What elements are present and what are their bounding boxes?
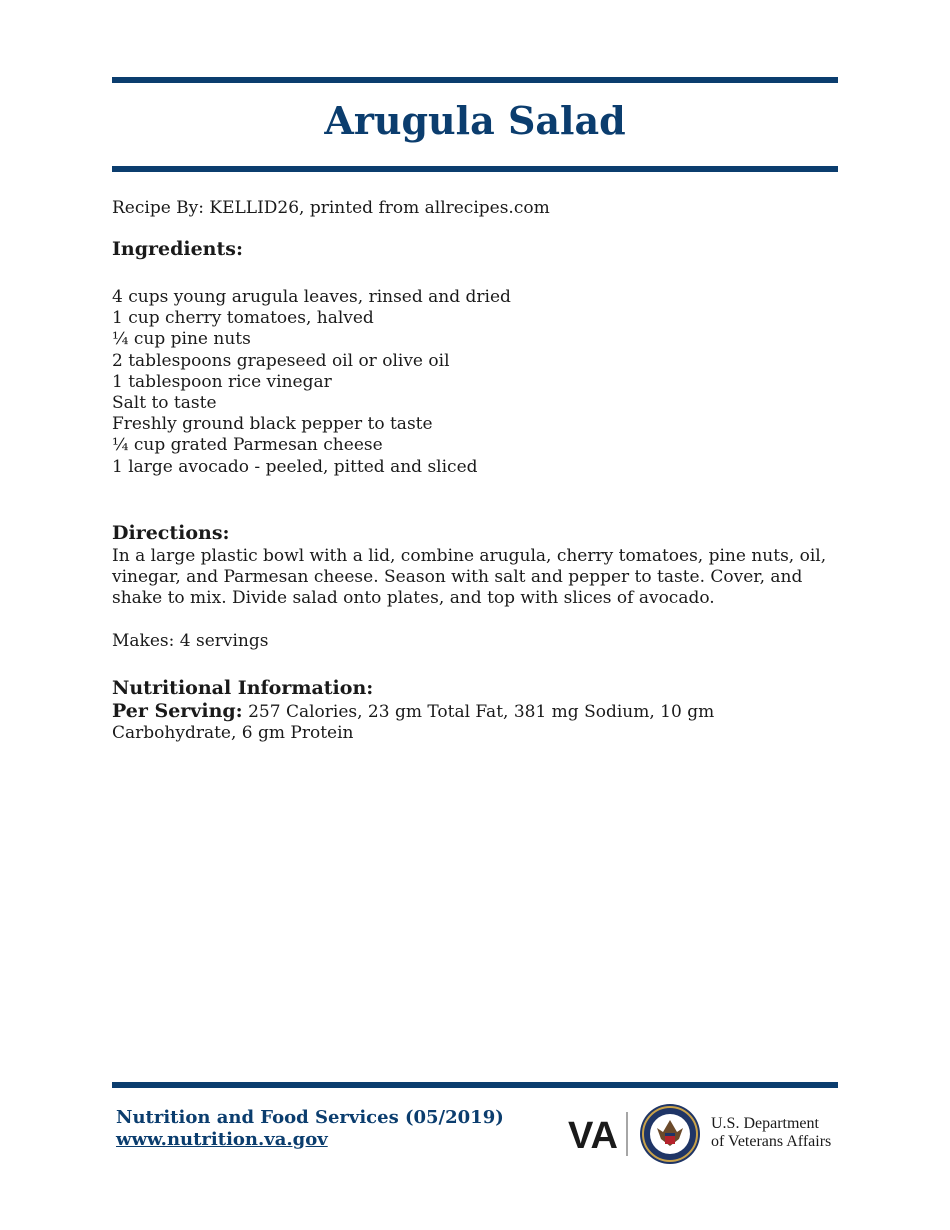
footer-organization: Nutrition and Food Services (05/2019): [116, 1107, 504, 1128]
ingredient-item: 1 tablespoon rice vinegar: [112, 371, 332, 392]
recipe-source: Recipe By: KELLID26, printed from allrecipes.com: [112, 198, 550, 218]
nutrition-heading: Nutritional Information:: [112, 677, 374, 699]
ingredient-item: 1 large avocado - peeled, pitted and sliced: [112, 456, 478, 477]
ingredient-item: 2 tablespoons grapeseed oil or olive oil: [112, 350, 450, 371]
va-logo-text: VA: [568, 1115, 618, 1157]
footer-website-link[interactable]: www.nutrition.va.gov: [116, 1129, 328, 1150]
ingredients-list: [112, 287, 838, 478]
servings-text: Makes: 4 servings: [112, 631, 269, 651]
department-name-line2: of Veterans Affairs: [711, 1133, 832, 1150]
ingredient-item: 4 cups young arugula leaves, rinsed and dried: [112, 287, 511, 307]
nutrition-values: 257 Calories, 23 gm Total Fat, 381 mg Sodium, 10 gm Carbohydrate, 6 gm Protein: [112, 702, 715, 744]
footer-rule: [112, 1082, 838, 1088]
ingredient-item: ¼ cup grated Parmesan cheese: [112, 435, 383, 456]
top-rule: [112, 77, 838, 83]
ingredient-item: ¼ cup pine nuts: [112, 329, 251, 350]
va-seal-icon: [640, 1104, 700, 1164]
ingredient-item: Salt to taste: [112, 393, 217, 414]
nutrition-info: [112, 701, 838, 744]
per-serving-label: Per Serving:: [112, 700, 243, 722]
department-name-line1: U.S. Department: [711, 1115, 819, 1132]
ingredients-heading: Ingredients:: [112, 238, 243, 260]
ingredient-item: Freshly ground black pepper to taste: [112, 414, 433, 435]
directions-heading: Directions:: [112, 522, 230, 544]
title-rule: [112, 166, 838, 172]
page-title: Arugula Salad: [324, 98, 626, 143]
ingredient-item: 1 cup cherry tomatoes, halved: [112, 308, 374, 329]
directions-text: In a large plastic bowl with a lid, combine arugula, cherry tomatoes, pine nuts, oil, vinegar, and Parmesan cheese. Season with salt and pepper to taste. Cover, and shake to mix. Divide salad onto plates, and top with slices of avocado.: [112, 546, 827, 609]
